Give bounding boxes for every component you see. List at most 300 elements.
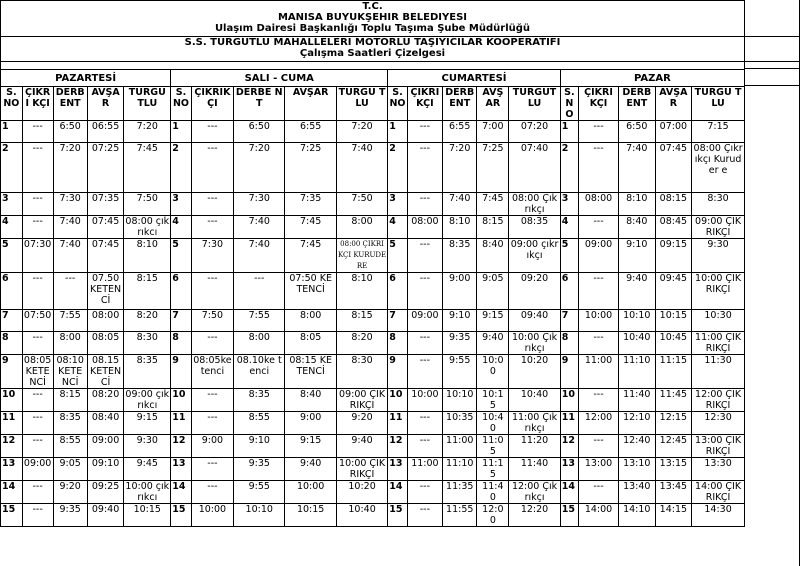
cell-pzt-no: 3 — [1, 193, 23, 216]
cell-sali-no: 6 — [171, 273, 192, 310]
header-department: Ulaşım Dairesi Başkanlığı Toplu Taşıma Şube Müdürlüğü — [1, 23, 745, 37]
cell-cmt-cikrikci: --- — [407, 193, 442, 216]
cell-cmt-cikrikci: --- — [407, 143, 442, 193]
cell-cmt-turgutlu: 07:20 — [509, 121, 560, 143]
cell-sali-avsar: 10:15 — [285, 504, 336, 527]
cell-paz-derbent: 8:40 — [619, 216, 656, 239]
col-header-cumartesi-1: ÇIKRI KÇI — [407, 87, 442, 121]
col-header-pazar-4: TURGU TLU — [692, 87, 745, 121]
cell-paz-no: 12 — [560, 435, 578, 458]
cell-sali-derbent: --- — [234, 273, 285, 310]
cell-pzt-derbent: 9:35 — [53, 504, 87, 527]
cell-paz-turgutlu: 13:30 — [692, 458, 745, 481]
cell-cmt-no: 8 — [388, 332, 407, 355]
cell-pzt-cikrikci: --- — [22, 143, 53, 193]
cell-sali-no: 13 — [171, 458, 192, 481]
header-spacer — [1, 62, 745, 70]
cell-sali-turgutlu: 09:00 ÇIKRIKÇI — [336, 389, 387, 412]
cell-cmt-turgutlu: 09:40 — [509, 310, 560, 332]
cell-sali-turgutlu: 7:20 — [336, 121, 387, 143]
day-cumartesi: CUMARTESİ — [388, 70, 560, 87]
table-row — [1, 121, 745, 143]
cell-paz-avsar: 14:15 — [655, 504, 692, 527]
cell-cmt-no: 11 — [388, 412, 407, 435]
cell-paz-no: 11 — [560, 412, 578, 435]
col-header-sali-2: DERBE NT — [234, 87, 285, 121]
cell-sali-avsar: 8:00 — [285, 310, 336, 332]
cell-pzt-avsar: 09:40 — [87, 504, 124, 527]
cell-pzt-turgutlu: 08:00 çıkrıkcı — [125, 216, 170, 238]
cell-pzt-turgutlu: 10:15 — [124, 504, 171, 527]
col-header-sali-0: S. NO — [171, 87, 192, 121]
cell-cmt-turgutlu: 11:00 Çıkrıkçı — [509, 412, 560, 435]
cell-cmt-no: 12 — [388, 435, 407, 458]
cell-cmt-no: 4 — [388, 216, 407, 239]
cell-paz-no: 14 — [560, 481, 578, 504]
cell-pzt-turgutlu: 9:15 — [124, 412, 171, 435]
cell-cmt-avsar: 11:1 5 — [477, 458, 509, 481]
cell-pzt-avsar: 07:35 — [87, 193, 124, 216]
col-header-pazar-3: AVŞA R — [655, 87, 692, 121]
cell-paz-cikrikci: 09:00 — [579, 239, 619, 273]
col-header-sali-3: AVŞAR — [285, 87, 336, 121]
cell-sali-avsar: 08:15 KETENCİ — [285, 355, 336, 389]
table-row — [1, 193, 745, 216]
cell-paz-no: 4 — [560, 216, 578, 239]
table-row — [1, 143, 745, 193]
cell-paz-derbent: 11:10 — [619, 355, 656, 389]
cell-pzt-no: 2 — [1, 143, 23, 193]
cell-cmt-turgutlu: 10:20 — [509, 355, 560, 389]
cell-paz-derbent: 11:40 — [619, 389, 656, 412]
cell-sali-derbent: 8:55 — [234, 412, 285, 435]
cell-pzt-cikrikci: --- — [22, 481, 53, 504]
cell-pzt-avsar: 08:20 — [87, 389, 124, 412]
cell-pzt-no: 4 — [1, 216, 23, 239]
cell-pzt-turgutlu: 9:30 — [124, 435, 171, 458]
col-header-sali-4: TURGU TLU — [336, 87, 387, 121]
cell-pzt-cikrikci: --- — [22, 273, 53, 310]
cell-cmt-no: 1 — [388, 121, 407, 143]
right-column-divider — [745, 68, 799, 69]
cell-sali-cikrikci: --- — [191, 121, 233, 143]
cell-pzt-derbent: 8:35 — [53, 412, 87, 435]
cell-cmt-avsar: 9:05 — [477, 273, 509, 310]
col-header-cumartesi-4: TURGUT LU — [509, 87, 560, 121]
cell-cmt-no: 10 — [388, 389, 407, 412]
cell-sali-cikrikci: 10:00 — [191, 504, 233, 527]
cell-pzt-avsar: 07.50 KETEN Cİ — [87, 273, 124, 310]
cell-sali-avsar: 7:35 — [285, 193, 336, 216]
cell-pzt-cikrikci: --- — [22, 412, 53, 435]
cell-cmt-turgutlu: 12:20 — [509, 504, 560, 527]
day-pazar: PAZAR — [560, 70, 744, 87]
cell-sali-cikrikci: --- — [191, 193, 233, 216]
cell-cmt-avsar: 10:0 0 — [477, 355, 509, 389]
cell-paz-avsar: 08:15 — [655, 193, 692, 216]
cell-cmt-cikrikci: 09:00 — [407, 310, 442, 332]
cell-sali-cikrikci: 08:05ke tenci — [191, 355, 233, 389]
cell-pzt-cikrikci: 07:30 — [22, 239, 53, 273]
cell-sali-turgutlu: 8:10 — [336, 273, 387, 310]
cell-sali-turgutlu: 9:20 — [336, 412, 387, 435]
cell-paz-turgutlu: 7:15 — [692, 121, 745, 143]
cell-cmt-no: 5 — [388, 239, 407, 273]
cell-paz-turgutlu: 10:30 — [692, 310, 745, 332]
cell-pzt-no: 14 — [1, 481, 23, 504]
cell-pzt-no: 11 — [1, 412, 23, 435]
cell-paz-no: 9 — [560, 355, 578, 389]
day-sali-cuma: SALI - CUMA — [171, 70, 388, 87]
cell-cmt-avsar: 9:40 — [477, 332, 509, 355]
cell-pzt-derbent: 9:20 — [53, 481, 87, 504]
cell-paz-cikrikci: --- — [579, 332, 619, 355]
cell-paz-derbent: 9:40 — [619, 273, 656, 310]
cell-cmt-turgutlu: 10:00 Çıkrıkçı — [509, 332, 560, 355]
cell-sali-turgutlu: 7:40 — [336, 143, 387, 193]
col-header-cumartesi-3: AVŞ AR — [477, 87, 509, 121]
cell-sali-derbent: 8:00 — [234, 332, 285, 355]
cell-sali-cikrikci: --- — [191, 273, 233, 310]
cell-paz-no: 15 — [560, 504, 578, 527]
cell-sali-turgutlu: 10:20 — [336, 481, 387, 504]
cell-sali-turgutlu: 10:40 — [336, 504, 387, 527]
col-header-cumartesi-0: S. NO — [388, 87, 407, 121]
cell-cmt-derbent: 10:35 — [443, 412, 477, 435]
cell-sali-no: 1 — [171, 121, 192, 143]
cell-sali-turgutlu: 10:00 ÇIKRIKÇI — [336, 458, 387, 481]
cell-paz-no: 3 — [560, 193, 578, 216]
cell-sali-cikrikci: --- — [191, 389, 233, 412]
cell-cmt-no: 3 — [388, 193, 407, 216]
table-row — [1, 332, 745, 355]
cell-cmt-cikrikci: --- — [407, 121, 442, 143]
cell-sali-avsar: 8:05 — [285, 332, 336, 355]
cell-paz-cikrikci: --- — [579, 143, 619, 193]
cell-cmt-avsar: 7:00 — [477, 121, 509, 143]
cell-pzt-turgutlu: 7:50 — [124, 193, 171, 216]
cell-paz-derbent: 12:40 — [619, 435, 656, 458]
cell-sali-no: 4 — [171, 216, 192, 239]
cell-pzt-no: 10 — [1, 389, 23, 412]
cell-pzt-avsar: 07:45 — [87, 239, 124, 273]
table-row — [1, 273, 745, 310]
cell-paz-derbent: 10:10 — [619, 310, 656, 332]
cell-sali-cikrikci: --- — [191, 143, 233, 193]
cell-pzt-turgutlu: 8:10 — [124, 239, 171, 273]
cell-paz-turgutlu: 14:30 — [692, 504, 745, 527]
table-row — [1, 435, 745, 458]
cell-sali-no: 8 — [171, 332, 192, 355]
right-column-divider — [745, 85, 799, 86]
cell-sali-turgutlu: 7:50 — [336, 193, 387, 216]
cell-sali-cikrikci: --- — [191, 481, 233, 504]
cell-paz-derbent: 14:10 — [619, 504, 656, 527]
cell-paz-avsar: 07:00 — [655, 121, 692, 143]
cell-paz-derbent: 8:10 — [619, 193, 656, 216]
cell-cmt-turgutlu: 11:40 — [509, 458, 560, 481]
cell-sali-cikrikci: --- — [191, 332, 233, 355]
cell-paz-cikrikci: 11:00 — [579, 355, 619, 389]
col-header-pazartesi-0: S. NO — [1, 87, 23, 121]
cell-pzt-avsar: 08.15 KETEN Cİ — [87, 355, 124, 389]
cell-paz-cikrikci: --- — [579, 481, 619, 504]
cell-sali-avsar: 6:55 — [285, 121, 336, 143]
cell-pzt-turgutlu: 7:20 — [124, 121, 171, 143]
col-header-sali-1: ÇIKRIK ÇI — [191, 87, 233, 121]
cell-sali-derbent: 7:40 — [234, 239, 285, 273]
cell-sali-no: 15 — [171, 504, 192, 527]
cell-paz-cikrikci: 10:00 — [579, 310, 619, 332]
cell-pzt-turgutlu: 8:30 — [124, 332, 171, 355]
cell-sali-turgutlu: 8:30 — [336, 355, 387, 389]
cell-cmt-turgutlu: 08:00 Çıkrıkçı — [509, 193, 560, 216]
cell-paz-cikrikci: --- — [579, 435, 619, 458]
cell-paz-turgutlu: 09:00 ÇIKRIKÇI — [692, 216, 745, 239]
col-header-pazar-2: DERB ENT — [619, 87, 656, 121]
cell-cmt-cikrikci: --- — [407, 332, 442, 355]
cell-cmt-no: 7 — [388, 310, 407, 332]
cell-paz-turgutlu: 11:30 — [692, 355, 745, 389]
cell-paz-no: 5 — [560, 239, 578, 273]
cell-sali-derbent: 7:55 — [234, 310, 285, 332]
cell-paz-no: 1 — [560, 121, 578, 143]
col-header-pazartesi-2: DERB ENT — [53, 87, 87, 121]
cell-paz-cikrikci: --- — [579, 216, 619, 239]
cell-cmt-derbent: 10:10 — [443, 389, 477, 412]
cell-sali-no: 14 — [171, 481, 192, 504]
cell-cmt-no: 15 — [388, 504, 407, 527]
cell-sali-derbent: 9:10 — [234, 435, 285, 458]
cell-cmt-turgutlu: 10:40 — [509, 389, 560, 412]
col-header-pazartesi-3: AVŞA R — [87, 87, 124, 121]
right-margin-column — [745, 0, 800, 566]
right-column-divider — [745, 36, 799, 37]
cell-pzt-derbent: 8:15 — [53, 389, 87, 412]
cell-cmt-cikrikci: --- — [407, 504, 442, 527]
cell-pzt-turgutlu: 8:20 — [124, 310, 171, 332]
cell-pzt-derbent: 7:40 — [53, 239, 87, 273]
cell-sali-no: 3 — [171, 193, 192, 216]
cell-paz-turgutlu: 12:30 — [692, 412, 745, 435]
cell-cmt-avsar: 12:0 0 — [477, 504, 509, 527]
cell-cmt-derbent: 8:10 — [443, 216, 477, 239]
cell-pzt-derbent: 7:30 — [53, 193, 87, 216]
table-row — [1, 389, 745, 412]
cell-sali-avsar: 07:50 KETENCİ — [285, 273, 336, 310]
cell-pzt-turgutlu: 10:00 çıkrıkcı — [125, 481, 170, 503]
cell-pzt-no: 8 — [1, 332, 23, 355]
cell-sali-avsar: 9:40 — [285, 458, 336, 481]
cell-paz-cikrikci: 14:00 — [579, 504, 619, 527]
cell-sali-turgutlu: 8:00 — [336, 216, 387, 239]
header-municipality: MANİSA BÜYÜKŞEHİR BELEDİYESİ — [1, 12, 745, 23]
cell-cmt-no: 6 — [388, 273, 407, 310]
cell-paz-no: 7 — [560, 310, 578, 332]
cell-cmt-cikrikci: --- — [407, 435, 442, 458]
cell-paz-avsar: 09:45 — [655, 273, 692, 310]
cell-pzt-avsar: 08:00 — [87, 310, 124, 332]
cell-pzt-turgutlu: 8:15 — [124, 273, 171, 310]
cell-sali-derbent: 7:40 — [234, 216, 285, 239]
cell-pzt-avsar: 08:40 — [87, 412, 124, 435]
cell-pzt-no: 13 — [1, 458, 23, 481]
cell-cmt-avsar: 8:40 — [477, 239, 509, 273]
col-header-pazartesi-1: ÇIKRI KÇI — [22, 87, 53, 121]
cell-cmt-derbent: 8:35 — [443, 239, 477, 273]
cell-pzt-turgutlu: 9:45 — [124, 458, 171, 481]
cell-pzt-derbent: 7:55 — [53, 310, 87, 332]
cell-paz-turgutlu: 8:30 — [692, 193, 745, 216]
table-row — [1, 481, 745, 504]
cell-cmt-no: 13 — [388, 458, 407, 481]
cell-sali-cikrikci: 7:30 — [191, 239, 233, 273]
cell-pzt-no: 12 — [1, 435, 23, 458]
cell-paz-avsar: 12:15 — [655, 412, 692, 435]
cell-pzt-cikrikci: --- — [22, 389, 53, 412]
table-row — [1, 310, 745, 332]
col-header-pazar-0: S. NO — [560, 87, 578, 121]
cell-sali-no: 10 — [171, 389, 192, 412]
cell-pzt-turgutlu: 7:45 — [124, 143, 171, 193]
header-schedule-title: Çalışma Saatleri Çizelgesi — [1, 48, 745, 62]
cell-cmt-avsar: 9:15 — [477, 310, 509, 332]
cell-pzt-cikrikci: --- — [22, 193, 53, 216]
table-row — [1, 355, 745, 389]
cell-cmt-cikrikci: 11:00 — [407, 458, 442, 481]
cell-pzt-avsar: 09:00 — [87, 435, 124, 458]
cell-paz-avsar: 10:15 — [655, 310, 692, 332]
cell-paz-cikrikci: --- — [579, 389, 619, 412]
cell-paz-no: 13 — [560, 458, 578, 481]
cell-sali-avsar: 7:45 — [285, 216, 336, 239]
cell-paz-derbent: 7:40 — [619, 143, 656, 193]
cell-sali-no: 5 — [171, 239, 192, 273]
cell-paz-cikrikci: 12:00 — [579, 412, 619, 435]
col-header-cumartesi-2: DERB ENT — [443, 87, 477, 121]
cell-pzt-no: 5 — [1, 239, 23, 273]
cell-paz-turgutlu: 12:00 ÇIKRIKÇI — [692, 389, 745, 412]
cell-cmt-derbent: 9:00 — [443, 273, 477, 310]
cell-pzt-derbent: 7:20 — [53, 143, 87, 193]
cell-paz-avsar: 12:45 — [655, 435, 692, 458]
cell-cmt-avsar: 8:15 — [477, 216, 509, 239]
cell-pzt-derbent: 8:00 — [53, 332, 87, 355]
day-pazartesi: PAZARTESİ — [1, 70, 171, 87]
cell-paz-cikrikci: 08:00 — [579, 193, 619, 216]
cell-cmt-derbent: 11:10 — [443, 458, 477, 481]
cell-sali-cikrikci: --- — [191, 412, 233, 435]
cell-cmt-cikrikci: 10:00 — [407, 389, 442, 412]
cell-cmt-turgutlu: 12:00 Çıkrıkçı — [509, 481, 560, 504]
cell-cmt-cikrikci: --- — [407, 355, 442, 389]
table-row — [1, 412, 745, 435]
cell-paz-no: 10 — [560, 389, 578, 412]
cell-sali-avsar: 9:00 — [285, 412, 336, 435]
cell-paz-avsar: 11:45 — [655, 389, 692, 412]
cell-cmt-cikrikci: --- — [407, 273, 442, 310]
cell-sali-no: 12 — [171, 435, 192, 458]
cell-cmt-no: 9 — [388, 355, 407, 389]
cell-cmt-derbent: 7:40 — [443, 193, 477, 216]
cell-sali-derbent: 6:50 — [234, 121, 285, 143]
cell-pzt-derbent: 6:50 — [53, 121, 87, 143]
cell-pzt-no: 7 — [1, 310, 23, 332]
cell-paz-avsar: 13:45 — [655, 481, 692, 504]
cell-sali-avsar: 7:45 — [285, 239, 336, 273]
cell-cmt-no: 2 — [388, 143, 407, 193]
cell-cmt-derbent: 11:35 — [443, 481, 477, 504]
cell-sali-avsar: 8:40 — [285, 389, 336, 412]
cell-sali-avsar: 7:25 — [285, 143, 336, 193]
cell-pzt-no: 9 — [1, 355, 23, 389]
cell-cmt-avsar: 11:0 5 — [477, 435, 509, 458]
cell-pzt-cikrikci: --- — [22, 435, 53, 458]
cell-paz-derbent: 12:10 — [619, 412, 656, 435]
cell-paz-avsar: 13:15 — [655, 458, 692, 481]
cell-cmt-turgutlu: 11:20 — [509, 435, 560, 458]
cell-cmt-avsar: 7:45 — [477, 193, 509, 216]
cell-paz-avsar: 11:15 — [655, 355, 692, 389]
cell-pzt-no: 15 — [1, 504, 23, 527]
cell-cmt-turgutlu: 07:40 — [509, 143, 560, 193]
cell-sali-avsar: 9:15 — [285, 435, 336, 458]
cell-paz-avsar: 08:45 — [655, 216, 692, 239]
cell-pzt-cikrikci: 08:05 KETE NCİ — [23, 355, 52, 388]
cell-paz-turgutlu: 13:00 ÇIKRIKÇI — [692, 435, 745, 458]
cell-pzt-avsar: 06:55 — [87, 121, 124, 143]
cell-paz-cikrikci: --- — [579, 273, 619, 310]
cell-pzt-no: 6 — [1, 273, 23, 310]
cell-pzt-derbent: 9:05 — [53, 458, 87, 481]
cell-pzt-avsar: 07:45 — [87, 216, 124, 239]
cell-pzt-avsar: 08:05 — [87, 332, 124, 355]
table-row — [1, 458, 745, 481]
cell-cmt-derbent: 11:00 — [443, 435, 477, 458]
cell-sali-cikrikci: --- — [191, 458, 233, 481]
header-tc: T.C. — [1, 1, 745, 13]
table-row — [1, 239, 745, 273]
cell-pzt-turgutlu: 8:35 — [124, 355, 171, 389]
cell-sali-no: 9 — [171, 355, 192, 389]
cell-paz-turgutlu: 14:00 ÇIKRIKÇI — [692, 481, 745, 504]
cell-cmt-derbent: 11:55 — [443, 504, 477, 527]
cell-sali-turgutlu: 8:15 — [336, 310, 387, 332]
cell-paz-derbent: 13:40 — [619, 481, 656, 504]
table-row — [1, 216, 745, 239]
cell-cmt-avsar: 11:4 0 — [477, 481, 509, 504]
cell-pzt-derbent: 08:10 KETE NCİ — [53, 355, 87, 389]
cell-sali-derbent: 7:20 — [234, 143, 285, 193]
cell-cmt-cikrikci: 08:00 — [407, 216, 442, 239]
cell-sali-derbent: 8:35 — [234, 389, 285, 412]
header-cooperative: S.S. TURGUTLU MAHALLELERİ MOTORLU TAŞIYICILAR KOOPERATİFİ — [1, 37, 745, 49]
cell-sali-derbent: 10:10 — [234, 504, 285, 527]
cell-cmt-no: 14 — [388, 481, 407, 504]
cell-sali-cikrikci: --- — [191, 216, 233, 239]
cell-pzt-derbent: --- — [53, 273, 87, 310]
cell-paz-derbent: 10:40 — [619, 332, 656, 355]
cell-paz-derbent: 6:50 — [619, 121, 656, 143]
cell-cmt-turgutlu: 09:00 çıkrıkçı — [509, 239, 560, 273]
cell-cmt-avsar: 7:25 — [477, 143, 509, 193]
cell-cmt-avsar: 10:4 0 — [477, 412, 509, 435]
cell-cmt-derbent: 9:35 — [443, 332, 477, 355]
cell-paz-avsar: 07:45 — [655, 143, 692, 193]
cell-sali-turgutlu: 9:40 — [336, 435, 387, 458]
cell-pzt-cikrikci: --- — [22, 216, 53, 239]
cell-cmt-turgutlu: 09:20 — [509, 273, 560, 310]
